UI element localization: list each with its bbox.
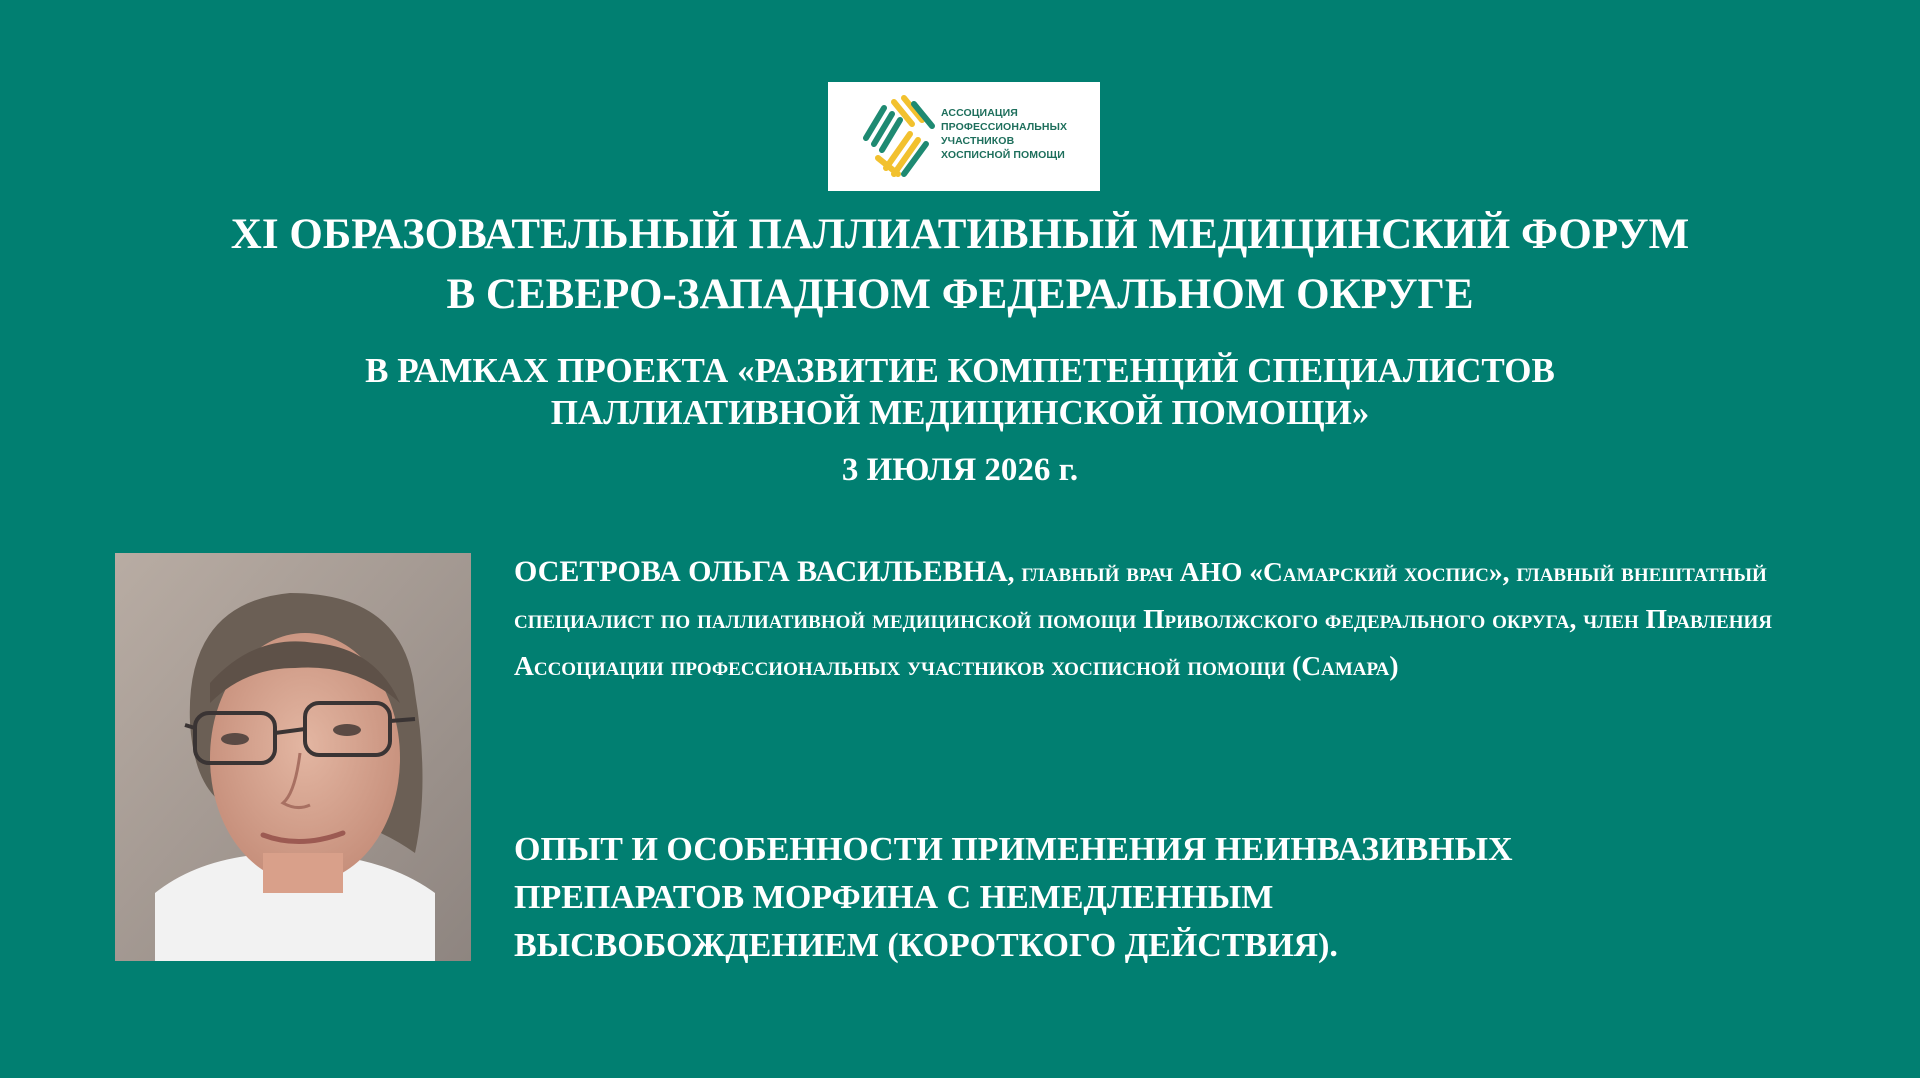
- logo-text-line: ХОСПИСНОЙ ПОМОЩИ: [941, 149, 1065, 161]
- project-subtitle-line: В РАМКАХ ПРОЕКТА «РАЗВИТИЕ КОМПЕТЕНЦИЙ СПЕЦИАЛИСТОВ: [365, 351, 1555, 390]
- forum-title: [0, 205, 1920, 325]
- logo-mark-icon: [860, 94, 938, 180]
- speaker-description: , главный врач АНО «Самарский хоспис», главный внештатный специалист по паллиативной медицинской помощи Приволжского федерального округа, член Правления Ассоциации профессиональных участников хосписной помощи (Самара): [514, 556, 1773, 681]
- logo-text: [941, 106, 1067, 162]
- forum-title-line: XI ОБРАЗОВАТЕЛЬНЫЙ ПАЛЛИАТИВНЫЙ МЕДИЦИНСКИЙ ФОРУМ: [230, 211, 1690, 258]
- speaker-name: ОСЕТРОВА ОЛЬГА ВАСИЛЬЕВНА: [514, 555, 1008, 588]
- talk-topic-line: ВЫСВОБОЖДЕНИЕМ (КОРОТКОГО ДЕЙСТВИЯ).: [514, 927, 1338, 964]
- event-date: 3 ИЮЛЯ 2026 г.: [841, 452, 1079, 488]
- forum-title-line: В СЕВЕРО-ЗАПАДНОМ ФЕДЕРАЛЬНОМ ОКРУГЕ: [446, 271, 1474, 318]
- speaker-photo: [115, 553, 471, 961]
- association-logo: [828, 82, 1100, 191]
- speaker-portrait-image: [115, 553, 471, 961]
- logo-text-line: ПРОФЕССИОНАЛЬНЫХ: [941, 121, 1068, 133]
- logo-text-line: АССОЦИАЦИЯ: [941, 107, 1018, 119]
- talk-topic: [514, 826, 1804, 970]
- speaker-bio: [514, 548, 1804, 689]
- project-subtitle-line: ПАЛЛИАТИВНОЙ МЕДИЦИНСКОЙ ПОМОЩИ»: [550, 393, 1370, 432]
- talk-topic-line: ПРЕПАРАТОВ МОРФИНА С НЕМЕДЛЕННЫМ: [514, 879, 1274, 916]
- project-subtitle: [0, 350, 1920, 434]
- talk-topic-line: ОПЫТ И ОСОБЕННОСТИ ПРИМЕНЕНИЯ НЕИНВАЗИВНЫХ: [514, 831, 1513, 868]
- logo-text-line: УЧАСТНИКОВ: [941, 135, 1015, 147]
